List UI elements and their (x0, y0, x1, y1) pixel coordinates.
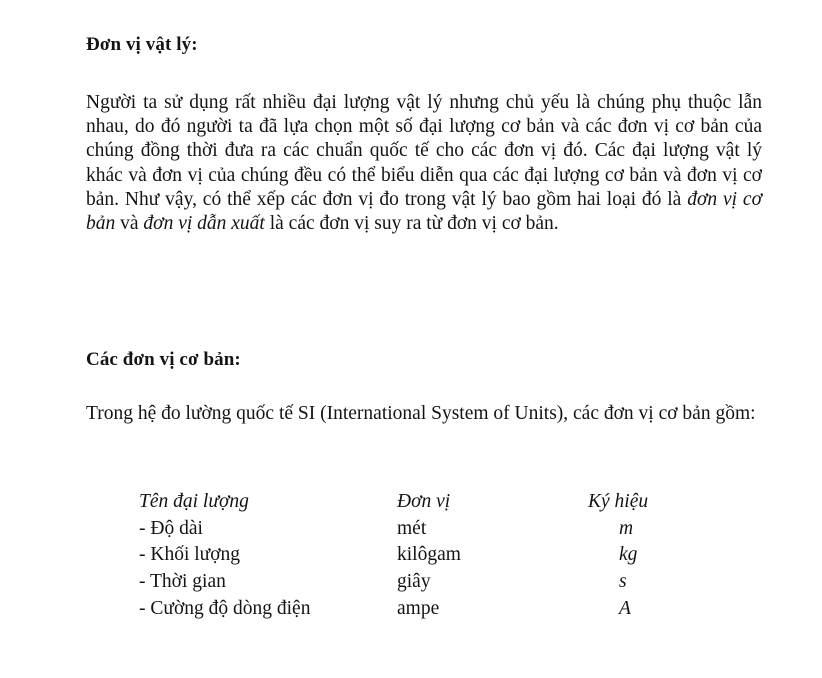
header-quantity: Tên đại lượng (139, 491, 249, 512)
section-heading-physical-units: Đơn vị vật lý: (86, 34, 198, 55)
header-symbol: Ký hiệu (588, 491, 649, 512)
unit-name: ampe (397, 597, 440, 619)
quantity-name: - Độ dài (139, 517, 203, 539)
paragraph-ending: là các đơn vị suy ra từ đơn vị cơ bản. (264, 213, 559, 235)
paragraph-base-units: Trong hệ đo lường quốc tế SI (International System of Units), các đơn vị cơ bản gồm: (86, 403, 756, 424)
unit-symbol: s (619, 571, 627, 593)
unit-symbol: A (619, 597, 631, 619)
section-heading-base-units: Các đơn vị cơ bản: (86, 349, 241, 370)
paragraph-text: Người ta sử dụng rất nhiều đại lượng vật lý nhưng chủ yếu là chúng phụ thuộc lẫn nhau, do đó người ta đã lựa chọn một số đại lượng cơ bản và các đơn vị cơ bản của chúng đồng thời đưa ra các chuẩn quốc tế cho các đơn vị đó. Các đại lượng vật lý khác và đơn vị của chúng đều có thể biểu diễn qua các đại lượng cơ bản và đơn vị cơ bản. Như vậy, có thể xếp các đơn vị đo trong vật lý bao gồm hai loại đó là (86, 92, 762, 210)
term-derived-units: đơn vị dẫn xuất (143, 213, 265, 235)
unit-name: kilôgam (397, 544, 461, 566)
term-base-units: đơn vị cơ bản (86, 188, 762, 235)
quantity-name: - Khối lượng (139, 544, 241, 566)
header-unit: Đơn vị (397, 491, 451, 512)
unit-symbol: m (619, 517, 634, 539)
unit-name: giây (397, 571, 431, 593)
quantity-name: - Thời gian (139, 571, 226, 593)
unit-name: mét (397, 517, 427, 539)
paragraph-physical-units (86, 91, 762, 236)
paragraph-connector: và (115, 213, 144, 235)
quantity-name: - Cường độ dòng điện (139, 597, 311, 619)
unit-symbol: kg (619, 544, 638, 566)
